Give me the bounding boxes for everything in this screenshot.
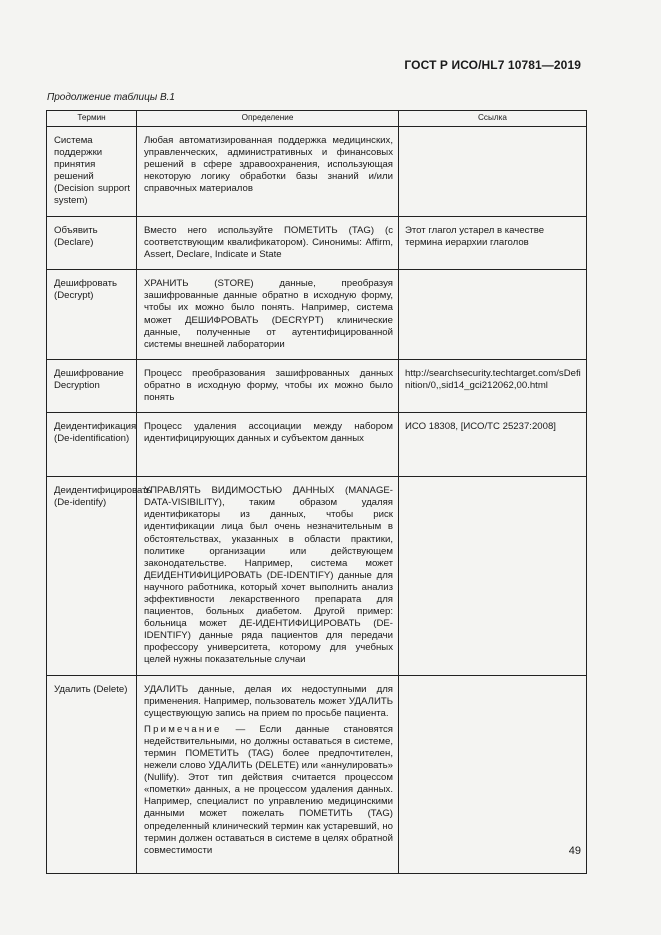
term-cell: Дешифровать (Decrypt) xyxy=(47,270,137,360)
note-paragraph xyxy=(144,724,393,857)
table-row xyxy=(47,270,587,360)
definition-cell: УПРАВЛЯТЬ ВИДИМОСТЬЮ ДАННЫХ (MANAGE-DATA-VISIBILITY), таким образом удаляя идентификаторы из данных, чтобы риск идентификации лица был очень незначительным в обстоятельствах, указанных в области практики, политике организации или действующем законодательстве. Например, система может ДЕИДЕНТИФИЦИРОВАТЬ (DE-IDENTIFY) данные для научного работника, который хочет выполнить анализ эффективности лекарственного препарата для пациентов, больных диабетом. Другой пример: больница может ДЕ-ИДЕНТИФИЦИРОВАТЬ (DE-IDENTIFY) данные ряда пациентов для передачи профессору университета, которому для учебных целей нужны показательные случаи xyxy=(137,477,399,675)
table-row xyxy=(47,359,587,412)
definition-cell: Процесс удаления ассоциации между набором идентифицирующих данных и субъектом данных xyxy=(137,413,399,477)
reference-cell: Этот глагол устарел в качестве термина иерархии глаголов xyxy=(399,217,587,270)
reference-cell xyxy=(399,477,587,675)
reference-cell xyxy=(399,270,587,360)
reference-cell xyxy=(399,127,587,217)
reference-cell: http://searchsecurity.techtarget.com/sDefinition/0,,sid14_gci212062,00.html xyxy=(399,359,587,412)
term-cell: Деидентификация (De-identification) xyxy=(47,413,137,477)
table-header-row xyxy=(47,111,587,127)
definition-text: УДАЛИТЬ данные, делая их недоступными для применения. Например, пользователь может УДАЛИТЬ существующую запись на прием по просьбе пациента. xyxy=(144,683,393,719)
definition-cell: Любая автоматизированная поддержка медицинских, управленческих, административных и финансовых решений в сфере здравоохранения, использующая некоторую логику обработки базы знаний и/или справочных материалов xyxy=(137,127,399,217)
reference-cell xyxy=(399,675,587,873)
table-row xyxy=(47,127,587,217)
definition-cell xyxy=(137,675,399,873)
definition-cell: ХРАНИТЬ (STORE) данные, преобразуя зашифрованные данные обратно в исходную форму, чтобы их можно было понять. Например, система может ДЕШИФРОВАТЬ (DECRYPT) клинические данные, полученные от аутентифицированной системы внешней лаборатории xyxy=(137,270,399,360)
standard-header: ГОСТ Р ИСО/HL7 10781—2019 xyxy=(404,58,581,72)
note-label: Примечание xyxy=(144,723,222,735)
note-text: — Если данные становятся недействительными, но должны оставаться в системе, термин ПОМЕТИТЬ (TAG) более предпочтителен, нежели слово УДАЛИТЬ (DELETE) или «аннулировать» (Nullify). Этот тип действия считается процессом «пометки» данных, а не процессом удаления данных. Например, специалист по управлению медицинскими данными может пожелать ПОМЕТИТЬ (TAG) определенный клинический термин как устаревший, но термин должен оставаться в системе в целях обратной совместимости xyxy=(144,723,393,856)
term-cell: Деидентифицировать (De-identify) xyxy=(47,477,137,675)
table-row xyxy=(47,217,587,270)
table-caption: Продолжение таблицы В.1 xyxy=(47,92,175,103)
reference-cell: ИСО 18308, [ИСО/ТС 25237:2008] xyxy=(399,413,587,477)
terms-table xyxy=(46,110,587,874)
term-cell: Дешифрование Decryption xyxy=(47,359,137,412)
page-number: 49 xyxy=(568,845,581,857)
term-cell: Удалить (Delete) xyxy=(47,675,137,873)
term-cell xyxy=(47,127,137,217)
table-row xyxy=(47,477,587,675)
column-header-term: Термин xyxy=(47,111,137,127)
table-row xyxy=(47,675,587,873)
table-row xyxy=(47,413,587,477)
definition-cell: Процесс преобразования зашифрованных данных обратно в исходную форму, чтобы их можно было понять xyxy=(137,359,399,412)
definition-cell: Вместо него используйте ПОМЕТИТЬ (TAG) (с соответствующим квалификатором). Синонимы: Affirm, Assert, Declare, Indicate и State xyxy=(137,217,399,270)
column-header-definition: Определение xyxy=(137,111,399,127)
term-text: Система поддержки принятия решений (Decision support system) xyxy=(54,135,130,207)
term-cell: Объявить (Declare) xyxy=(47,217,137,270)
column-header-reference: Ссылка xyxy=(399,111,587,127)
